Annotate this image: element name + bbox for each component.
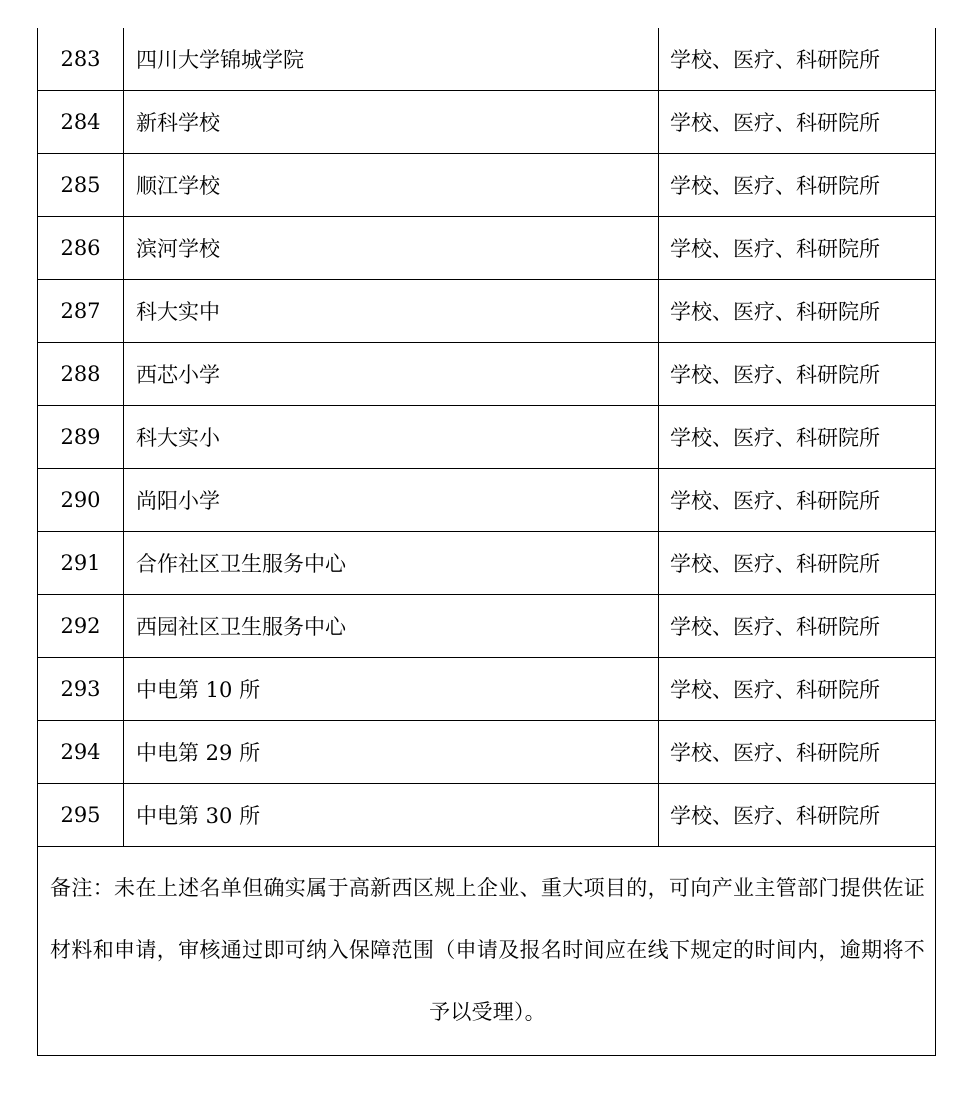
category-cell: 学校、医疗、科研院所	[659, 280, 936, 343]
note-text: 备注：未在上述名单但确实属于高新西区规上企业、重大项目的，可向产业主管部门提供佐证材料和申请，审核通过即可纳入保障范围（申请及报名时间应在线下规定的时间内，逾期将不予以受理）。	[38, 847, 936, 1056]
table-row	[38, 280, 936, 343]
table-row	[38, 595, 936, 658]
row-number-cell: 283	[38, 28, 124, 91]
row-number-cell: 292	[38, 595, 124, 658]
table-row	[38, 721, 936, 784]
row-number-cell: 293	[38, 658, 124, 721]
row-number-cell: 295	[38, 784, 124, 847]
category-cell: 学校、医疗、科研院所	[659, 469, 936, 532]
table-row	[38, 343, 936, 406]
institution-name-cell: 新科学校	[124, 91, 659, 154]
category-cell: 学校、医疗、科研院所	[659, 784, 936, 847]
institution-name-cell: 中电第 10 所	[124, 658, 659, 721]
table-row	[38, 28, 936, 91]
category-cell: 学校、医疗、科研院所	[659, 343, 936, 406]
table-row	[38, 91, 936, 154]
row-number-cell: 287	[38, 280, 124, 343]
institution-name-cell: 西园社区卫生服务中心	[124, 595, 659, 658]
row-number-cell: 285	[38, 154, 124, 217]
table-row	[38, 658, 936, 721]
institution-name-cell: 中电第 30 所	[124, 784, 659, 847]
table-row	[38, 532, 936, 595]
institution-name-cell: 尚阳小学	[124, 469, 659, 532]
category-cell: 学校、医疗、科研院所	[659, 532, 936, 595]
institution-name-cell: 科大实小	[124, 406, 659, 469]
category-cell: 学校、医疗、科研院所	[659, 595, 936, 658]
row-number-cell: 291	[38, 532, 124, 595]
category-cell: 学校、医疗、科研院所	[659, 154, 936, 217]
table-body	[38, 28, 936, 847]
row-number-cell: 289	[38, 406, 124, 469]
category-cell: 学校、医疗、科研院所	[659, 91, 936, 154]
category-cell: 学校、医疗、科研院所	[659, 658, 936, 721]
row-number-cell: 290	[38, 469, 124, 532]
category-cell: 学校、医疗、科研院所	[659, 217, 936, 280]
table-row	[38, 406, 936, 469]
row-number-cell: 286	[38, 217, 124, 280]
row-number-cell: 294	[38, 721, 124, 784]
note-row	[38, 847, 936, 1056]
institution-name-cell: 合作社区卫生服务中心	[124, 532, 659, 595]
institution-name-cell: 科大实中	[124, 280, 659, 343]
table-row	[38, 469, 936, 532]
institution-name-cell: 滨河学校	[124, 217, 659, 280]
row-number-cell: 288	[38, 343, 124, 406]
institution-name-cell: 顺江学校	[124, 154, 659, 217]
category-cell: 学校、医疗、科研院所	[659, 721, 936, 784]
institution-name-cell: 西芯小学	[124, 343, 659, 406]
table-row	[38, 154, 936, 217]
category-cell: 学校、医疗、科研院所	[659, 28, 936, 91]
row-number-cell: 284	[38, 91, 124, 154]
institution-name-cell: 四川大学锦城学院	[124, 28, 659, 91]
category-cell: 学校、医疗、科研院所	[659, 406, 936, 469]
table-row	[38, 217, 936, 280]
institution-table	[37, 28, 936, 1056]
table-row	[38, 784, 936, 847]
institution-name-cell: 中电第 29 所	[124, 721, 659, 784]
